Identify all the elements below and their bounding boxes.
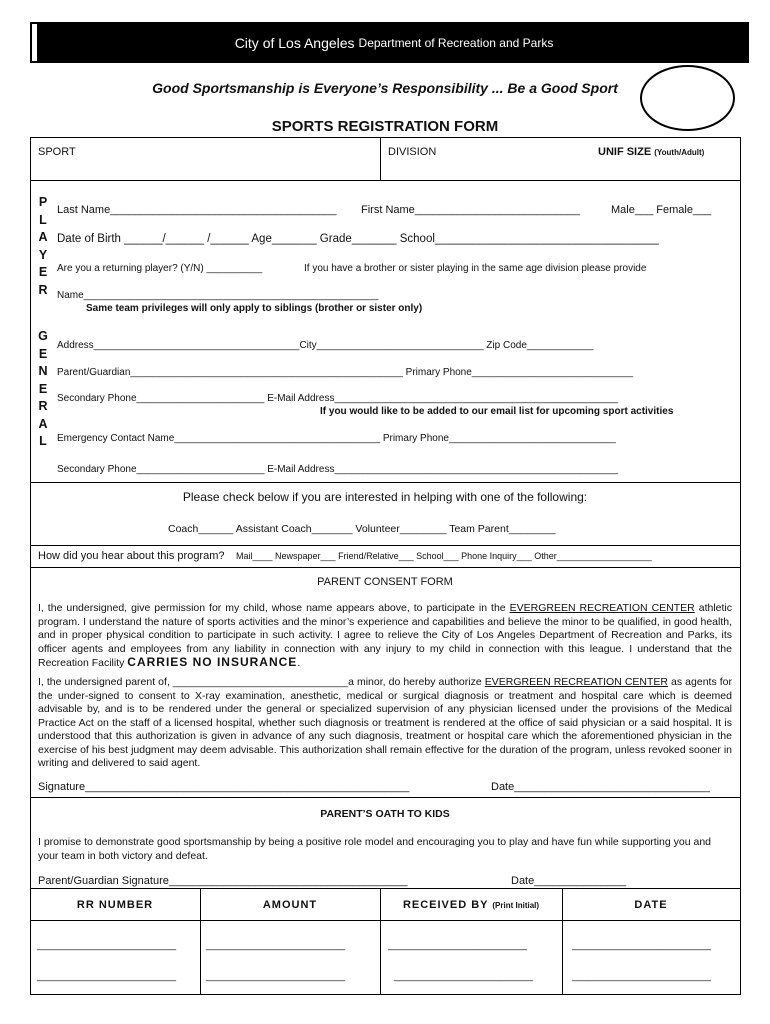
oath-text: I promise to demonstrate good sportsmanship by being a positive role model and encouraging you to play and have fun while supporting you and your team in both victory and defeat. xyxy=(38,836,712,862)
unif-size-label: UNIF SIZE xyxy=(598,146,652,158)
table-header-amount: AMOUNT xyxy=(262,899,318,911)
table-cell-date-2[interactable]: _________________________ xyxy=(572,971,712,982)
table-cell-amount-1[interactable]: _________________________ xyxy=(206,940,346,951)
header-department: Department of Recreation and Parks xyxy=(358,35,554,50)
header-city: City of Los Angeles xyxy=(234,34,355,51)
emergency-contact-field[interactable]: Emergency Contact Name_____________________________________ Primary Phone______________________________ xyxy=(57,433,616,444)
table-header-received-by: RECEIVED BY (Print Initial) xyxy=(402,899,540,911)
dob-age-grade-school-field[interactable]: Date of Birth ______/______ /______ Age_______ Grade_______ School___________________________________ xyxy=(57,233,659,245)
unif-size-field[interactable] xyxy=(598,146,704,158)
table-cell-rr-2[interactable]: _________________________ xyxy=(37,971,177,982)
first-name-field[interactable]: First Name___________________________ xyxy=(361,204,580,216)
form-title: SPORTS REGISTRATION FORM xyxy=(271,118,499,135)
consent-paragraph-2: I, the undersigned parent of, ______________________________a minor, do hereby authorize EVERGREEN RECREATION CENTER as agents for the under-signed to consent to X-ray examination, anesthetic, medical or surgical diagnosis or treatment and hospital care which is deemed advisable by, and is to be rendered under the general or specialized supervision of any physician licensed under the provisions of the Medical Practice Act on the staff of a licensed hospital, whether such diagnosis or treatment is rendered at the office of said physician or a said hospital. It is understood that this authorization is given in advance of any such diagnosis, treatment or hospital care which the aforementioned physician in the exercise of his best judgment may deem advisable. This authorization shall remain effective for the duration of the program, unless revoked sooner in writing and delivered to said agent. xyxy=(38,676,733,769)
volunteer-options[interactable]: Coach______ Assistant Coach_______ Volunteer________ Team Parent________ xyxy=(168,523,556,535)
center-name: EVERGREEN RECREATION CENTER xyxy=(509,602,695,614)
sibling-name-field[interactable]: Name_____________________________________________________ xyxy=(57,290,379,301)
sport-field[interactable]: SPORT xyxy=(38,146,76,158)
general-side-label: G E N E R A L xyxy=(38,329,48,448)
unif-size-note: (Youth/Adult) xyxy=(654,148,705,157)
tagline: Good Sportsmanship is Everyone’s Responsibility ... Be a Good Sport xyxy=(152,80,618,96)
header-bar-edge xyxy=(30,22,39,63)
center-name-2: EVERGREEN RECREATION CENTER xyxy=(484,676,668,688)
secondary-phone-email-field[interactable]: Secondary Phone_______________________ E-Mail Address___________________________________________________ xyxy=(57,393,619,404)
oath-date-field[interactable]: Date_______________ xyxy=(511,875,627,887)
table-header-rr-number: RR NUMBER xyxy=(76,899,154,911)
division-field[interactable]: DIVISION xyxy=(388,146,437,158)
table-cell-amount-2[interactable]: _________________________ xyxy=(206,971,346,982)
oath-signature-field[interactable]: Parent/Guardian Signature_______________________________________ xyxy=(38,875,408,887)
player-side-label: P L A Y E R xyxy=(38,195,48,297)
consent-date-field[interactable]: Date________________________________ xyxy=(491,781,711,793)
carries-no-insurance: CARRIES NO INSURANCE xyxy=(127,655,298,669)
address-city-zip-field[interactable]: Address_____________________________________City______________________________ Zip Code____________ xyxy=(57,340,594,351)
header-bar xyxy=(39,22,749,63)
returning-player-field[interactable]: Are you a returning player? (Y/N) __________ xyxy=(57,263,263,274)
last-name-field[interactable]: Last Name_____________________________________ xyxy=(57,204,337,216)
sibling-prompt: If you have a brother or sister playing in the same age division please provide xyxy=(304,263,647,274)
oath-title: PARENT’S OATH TO KIDS xyxy=(320,808,450,820)
table-cell-rr-1[interactable]: _________________________ xyxy=(37,940,177,951)
consent-title: PARENT CONSENT FORM xyxy=(317,576,453,588)
table-cell-received-1[interactable]: _________________________ xyxy=(388,940,528,951)
table-header-date: DATE xyxy=(634,899,668,911)
sibling-privileges-note: Same team privileges will only apply to siblings (brother or sister only) xyxy=(86,303,423,314)
secondary-phone-email-field-2[interactable]: Secondary Phone_______________________ E-Mail Address___________________________________________________ xyxy=(57,464,619,475)
gender-field[interactable]: Male___ Female___ xyxy=(611,204,712,216)
consent-paragraph-1: I, the undersigned, give permission for my child, whose name appears above, to participate in the EVERGREEN RECREATION CENTER athletic program. I understand the nature of sports activities and the minor’s experience and capabilities and believe the minor to be qualified, in good health, and in proper physical condition to participate in such activity. I agree to relieve the City of Los Angeles Department of Recreation and Parks, its officer agents and employees from any liability in connection with any injury to my child in connection with this league. I understand that the Recreation Facility CARRIES NO INSURANCE. xyxy=(38,602,733,669)
parent-guardian-field[interactable]: Parent/Guardian_________________________________________________ Primary Phone_____________________________ xyxy=(57,367,634,378)
volunteer-prompt: Please check below if you are interested in helping with one of the following: xyxy=(182,490,588,504)
email-list-note: If you would like to be added to our email list for upcoming sport activities xyxy=(320,406,674,417)
hear-about-options[interactable]: Mail____ Newspaper___ Friend/Relative___ School___ Phone Inquiry___ Other___________________ xyxy=(236,551,652,561)
hear-about-label: How did you hear about this program? xyxy=(38,550,225,562)
consent-signature-field[interactable]: Signature_____________________________________________________ xyxy=(38,781,410,793)
table-cell-received-2[interactable]: _________________________ xyxy=(394,971,534,982)
table-cell-date-1[interactable]: _________________________ xyxy=(572,940,712,951)
